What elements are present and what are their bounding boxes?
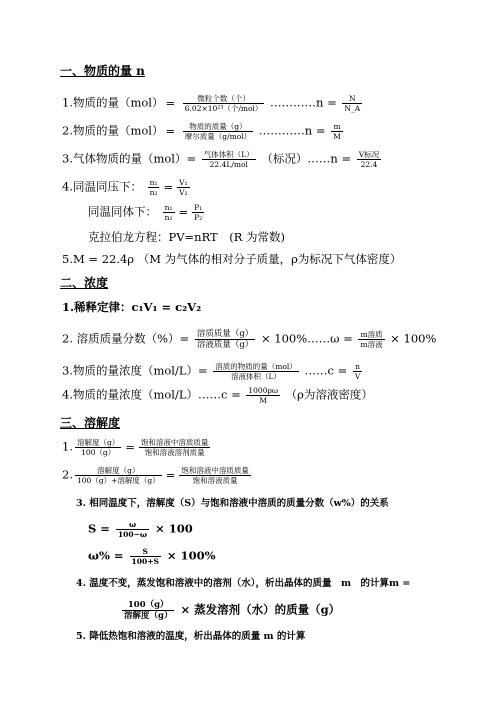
frac-den: N_A <box>344 104 361 113</box>
frac-num: 1000ρω <box>248 386 279 395</box>
solubility-1: 1. $\frac{\text{溶解度（g）}}{100(g)}$ = $\frac{\text{饱和溶液中溶质质量}}{\text{饱和溶液溶剂质量}}$ <box>62 438 209 457</box>
frac-num: 微粒个数（个） <box>183 94 265 104</box>
evaporation-formula <box>120 600 340 621</box>
mass-fraction-mid: × 100%……ω = <box>260 331 353 346</box>
frac-num: V₁ <box>179 178 188 187</box>
formula-s-rhs: × 100 <box>155 521 193 536</box>
formula-s-frac <box>116 520 149 539</box>
frac-den: 100（g）+溶解度（g） <box>76 476 160 485</box>
molarity-2-label: 4.物质的量浓度（mol/L）……c = <box>62 387 241 402</box>
formula-4: 4.同温同压下： $\frac{\text{n₁}}{\text{n₂}}$ = $\frac{\text{V₁}}{\text{V₂}}$ <box>62 178 188 197</box>
solubility-1-frac-a <box>75 438 121 457</box>
formula-2-symbolic <box>331 122 343 141</box>
frac-num: P₁ <box>194 203 203 212</box>
section-1-title: 一、物质的量 n <box>60 64 145 78</box>
frac-den: 饱和溶液质量 <box>192 476 238 485</box>
mass-fraction-label: 2. 溶质质量分数（%）= <box>62 331 190 346</box>
frac-den: m溶液 <box>360 340 383 349</box>
molarity-1-mid: ……c = <box>304 363 348 378</box>
molarity-1-symbolic <box>353 362 362 381</box>
cooling-title: 5. 降低热饱和溶液的温度，析出晶体的质量 m 的计算 <box>76 631 306 642</box>
frac-num: n₁ <box>149 178 158 187</box>
formula-2: 2.物质的量（mol） = $\frac{\text{物质的质量（g）}}{\text{摩尔质量（g/mol）}}$ …………n = $\frac{m}{M}$ <box>62 122 341 141</box>
formula-4-frac-v <box>177 178 189 197</box>
frac-den: M <box>259 396 268 405</box>
formula-1-mid: …………n = <box>270 95 337 110</box>
frac-den: 溶液体积（L） <box>231 372 282 381</box>
mass-fraction-frac <box>195 329 255 350</box>
frac-num: V标况 <box>358 150 380 159</box>
evaporation-frac <box>122 600 174 621</box>
formula-w <box>88 547 216 566</box>
formula-s-lhs: S = <box>88 521 110 536</box>
molarity-2-frac <box>246 386 280 405</box>
frac-den: n₂ <box>164 213 173 222</box>
formula-2-mid: …………n = <box>258 123 326 138</box>
formula-3-fraction <box>202 150 256 169</box>
frac-num: n <box>353 362 362 372</box>
formula-3-symbolic <box>357 150 381 169</box>
frac-den: 摩尔质量（g/mol） <box>184 132 252 141</box>
frac-den: V <box>354 372 361 381</box>
frac-num: 溶解度（g） <box>76 438 120 447</box>
frac-den: 22.4L/mol <box>209 160 248 169</box>
molarity-1-label: 3.物质的量浓度（mol/L）= <box>62 363 208 378</box>
frac-num: 物质的质量（g） <box>183 122 253 132</box>
frac-den: P₂ <box>194 213 203 222</box>
frac-den: V₂ <box>179 188 188 197</box>
frac-den: 100−ω <box>117 530 148 539</box>
section-2-title: 二、浓度 <box>60 276 109 290</box>
formula-5-label: 同温同体下： <box>88 204 157 219</box>
solubility-2: 2. $\frac{\text{溶解度（g）}}{\text{100（g）+溶解度（g）}}$ = $\frac{\text{饱和溶液中溶质质量}}{\text{饱和溶液质量}}$ <box>62 466 249 485</box>
formula-molar-mass-expr: 5.M = 22.4ρ <box>62 252 135 266</box>
clapeyron-equation: 克拉伯龙方程：PV=nRT (R 为常数) <box>88 230 285 244</box>
frac-num: m <box>331 122 343 132</box>
mass-fraction <box>62 329 436 350</box>
frac-num: 溶质质量（g） <box>196 329 254 339</box>
formula-2-fraction <box>183 122 253 141</box>
frac-num: 100（g） <box>122 600 174 611</box>
frac-num: 饱和溶液中溶质质量 <box>140 438 209 447</box>
formula-3-mid: （标况）……n = <box>261 151 352 166</box>
evaporation-title: 4. 温度不变，蒸发饱和溶液中的溶剂（水），析出晶体的质量 m 的计算m = <box>76 578 411 589</box>
dilution-law: 1.稀释定律：c₁V₁ = c₂V₂ <box>62 300 202 314</box>
formula-w-lhs: ω% = <box>88 548 124 563</box>
molarity-2 <box>62 386 373 405</box>
formula-1-symbolic <box>342 94 362 113</box>
frac-num: N <box>342 94 362 104</box>
solubility-2-num: 2. <box>62 467 73 482</box>
molarity-2-note: （ρ为溶液密度） <box>285 387 373 402</box>
formula-2-label: 2.物质的量（mol） <box>62 123 164 138</box>
formula-3-label: 3.气体物质的量（mol）= <box>62 151 197 166</box>
section-3-title: 三、溶解度 <box>60 416 121 430</box>
molarity-1-frac <box>213 362 299 381</box>
frac-num: 饱和溶液中溶质质量 <box>181 466 249 475</box>
evaporation-rhs: × 蒸发溶剂（水）的质量（g） <box>180 602 341 617</box>
frac-num: S <box>130 547 161 557</box>
formula-s <box>88 520 193 539</box>
formula-molar-mass <box>62 252 401 266</box>
frac-den: 22.4 <box>360 160 378 169</box>
frac-den: 6.02×10²³（个/mol） <box>184 104 263 113</box>
formula-1: 1.物质的量（mol） = $\frac{\text{微粒个数（个）}}{\text{6.02×10²³（个/mol）}}$ …………n = $\frac{N}{N\_A}$ <box>62 94 361 113</box>
formula-1-fraction <box>183 94 265 113</box>
solubility-1-frac-b <box>139 438 211 457</box>
frac-num: m溶质 <box>360 330 383 339</box>
frac-den: M <box>333 132 341 141</box>
formula-5-frac-p <box>192 203 204 222</box>
frac-den: 饱和溶液溶剂质量 <box>144 448 205 457</box>
formula-4-label: 4.同温同压下： <box>62 179 142 194</box>
frac-num: ω <box>116 520 149 530</box>
formula-1-label: 1.物质的量（mol） <box>62 95 164 110</box>
formula-3 <box>62 150 383 169</box>
solubility-relation-title: 3. 相同温度下，溶解度（S）与饱和溶液中溶质的质量分数（w%）的关系 <box>76 498 389 509</box>
frac-num: n₁ <box>164 203 173 212</box>
formula-w-rhs: × 100% <box>166 548 216 563</box>
mass-fraction-end: × 100% <box>390 331 437 346</box>
solubility-2-frac-b <box>179 466 251 485</box>
frac-den: 溶液质量（g） <box>196 340 254 350</box>
frac-num: 气体体积（L） <box>203 150 254 159</box>
solubility-2-frac-a <box>75 466 162 485</box>
formula-4-frac-n <box>148 178 160 197</box>
frac-den: n₂ <box>149 188 158 197</box>
formula-5-frac-n <box>163 203 175 222</box>
mass-fraction-symbolic <box>358 330 384 349</box>
formula-5: 同温同体下： $\frac{\text{n₁}}{\text{n₂}}$ = $\frac{\text{P₁}}{\text{P₂}}$ <box>88 203 203 222</box>
molarity-1 <box>62 362 364 381</box>
frac-num: 溶质的物质的量（mol） <box>215 362 297 371</box>
frac-den: 100（g） <box>81 448 116 457</box>
formula-w-frac <box>130 547 161 566</box>
frac-num: 溶解度（g） <box>75 466 162 476</box>
formula-molar-mass-note: （M 为气体的相对分子质量，ρ为标况下气体密度） <box>137 252 402 266</box>
frac-den: 100+S <box>131 557 159 566</box>
frac-den: 溶解度（g） <box>124 611 173 621</box>
solubility-1-num: 1. <box>62 439 73 454</box>
